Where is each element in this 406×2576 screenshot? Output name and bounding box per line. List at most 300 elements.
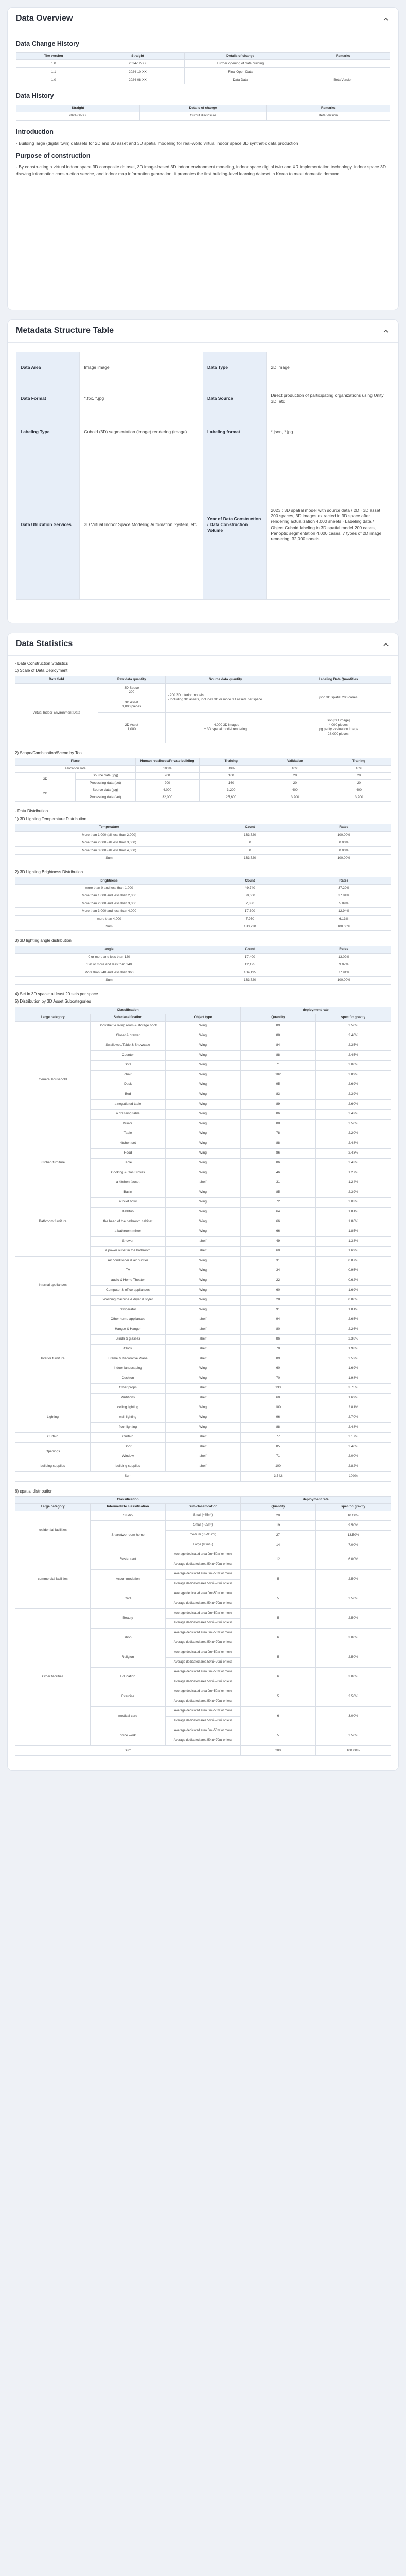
table-cell: 94 bbox=[241, 1315, 316, 1325]
table-cell: 2.81% bbox=[316, 1403, 391, 1413]
table-cell: 100% bbox=[316, 1471, 391, 1481]
table-cell: 89 bbox=[241, 1021, 316, 1031]
table-row bbox=[15, 1315, 391, 1325]
col-header: Raw data quantity bbox=[98, 676, 165, 683]
table-cell: Studio bbox=[91, 1511, 166, 1520]
table-cell: 9.07% bbox=[297, 961, 391, 969]
table-cell: 60 bbox=[241, 1285, 316, 1295]
table-cell: 6 bbox=[241, 1706, 316, 1726]
table-cell: Wing bbox=[166, 1070, 241, 1080]
purpose-heading: Purpose of construction bbox=[16, 152, 91, 160]
table-cell: 6.13% bbox=[297, 916, 391, 923]
introduction-heading: Introduction bbox=[16, 128, 54, 135]
tool-cell: Source data (jpg) bbox=[75, 787, 135, 794]
col-header: Straight bbox=[16, 105, 140, 112]
table-cell: 12 bbox=[241, 1550, 316, 1569]
col-header: angle bbox=[15, 946, 203, 953]
table-cell: 2.40% bbox=[316, 1442, 391, 1452]
table-cell: 100.00% bbox=[297, 976, 391, 984]
table-cell: 1.0 bbox=[16, 76, 91, 84]
table-cell: Hood bbox=[91, 1148, 166, 1158]
table-cell: 2.50% bbox=[316, 1687, 391, 1706]
table-row bbox=[15, 1745, 391, 1755]
table-cell: shelf bbox=[166, 1383, 241, 1393]
table-cell: 2.42% bbox=[316, 1109, 391, 1119]
tool-cell: 400 bbox=[263, 787, 327, 794]
table-cell: 1.38% bbox=[316, 1236, 391, 1246]
tool-cell: Processing data (set) bbox=[75, 794, 135, 802]
table-cell: Beta Version bbox=[267, 112, 390, 120]
table-cell: residential facilities bbox=[15, 1511, 91, 1550]
table-cell: General household bbox=[15, 1021, 91, 1139]
table-cell: 3.00% bbox=[316, 1667, 391, 1687]
col-header: Quantity bbox=[241, 1503, 316, 1511]
table-cell: Window bbox=[91, 1452, 166, 1462]
table-cell: Sum bbox=[15, 976, 203, 984]
col-header: Validation bbox=[263, 758, 327, 766]
table-cell: 5 bbox=[241, 1648, 316, 1667]
col-header: Source data quantity bbox=[165, 676, 286, 683]
tool-group: 2D bbox=[15, 787, 76, 802]
table-cell: 89 bbox=[241, 1354, 316, 1364]
col-group-header: Classification bbox=[15, 1496, 241, 1503]
table-cell: Average dedicated area 0m~50㎡ or more bbox=[166, 1667, 241, 1677]
table-cell: 100 bbox=[241, 1403, 316, 1413]
table-cell: Bathtub bbox=[91, 1207, 166, 1217]
table-cell: 64 bbox=[241, 1207, 316, 1217]
table-cell: 1.1 bbox=[16, 68, 91, 76]
table-cell: shelf bbox=[166, 1315, 241, 1325]
col-header: Rates bbox=[297, 946, 391, 953]
metadata-table bbox=[16, 352, 390, 600]
table-cell: 3,542 bbox=[241, 1471, 316, 1481]
table-cell: Curtain bbox=[15, 1432, 91, 1442]
table-cell: 1.86% bbox=[316, 1217, 391, 1227]
table-cell: Partitions bbox=[91, 1393, 166, 1403]
table-cell: 2.52% bbox=[316, 1354, 391, 1364]
table-cell: a power outlet in the bathroom bbox=[91, 1246, 166, 1256]
col-header: Count bbox=[203, 946, 297, 953]
tool-cell: 10% bbox=[263, 766, 327, 773]
table-cell: Desk bbox=[91, 1080, 166, 1090]
table-cell: 2.50% bbox=[316, 1726, 391, 1745]
table-cell: Sum bbox=[15, 854, 203, 862]
table-cell: medium (85-90 m²) bbox=[166, 1530, 241, 1540]
table-cell: Shower bbox=[91, 1236, 166, 1246]
meta-value: Image image bbox=[80, 352, 203, 383]
table-cell: more than 0 and less than 1,000 bbox=[15, 885, 203, 892]
data-history-heading: Data History bbox=[16, 92, 54, 100]
table-cell: Further opening of data building bbox=[184, 60, 296, 68]
table-cell: 0 bbox=[203, 846, 297, 854]
statistics-header[interactable] bbox=[8, 633, 398, 656]
meta-key: Labeling format bbox=[203, 414, 266, 450]
table-cell: Door bbox=[91, 1442, 166, 1452]
col-header: Count bbox=[203, 824, 297, 831]
col-header: brightness bbox=[15, 877, 203, 885]
scale-table bbox=[15, 676, 391, 743]
table-cell: Bookshelf & living room & storage book bbox=[91, 1021, 166, 1031]
table-cell: 78 bbox=[241, 1129, 316, 1139]
table-cell: 17,400 bbox=[203, 953, 297, 961]
table-cell: ceiling lighting bbox=[91, 1403, 166, 1413]
table-cell: 100.00% bbox=[297, 854, 391, 862]
table-cell: Beauty bbox=[91, 1608, 166, 1628]
table-row bbox=[15, 1608, 391, 1618]
table-cell: 6.00% bbox=[316, 1550, 391, 1569]
table-cell: 5 bbox=[241, 1589, 316, 1608]
table-cell: commercial facilities bbox=[15, 1550, 91, 1608]
table-row bbox=[15, 953, 391, 961]
table-cell: 1.0 bbox=[16, 60, 91, 68]
table-cell: Average dedicated area 0m~50㎡ or more bbox=[166, 1628, 241, 1638]
tool-cell: 200 bbox=[135, 780, 199, 787]
table-cell: 2.43% bbox=[316, 1148, 391, 1158]
table-cell: 2.39% bbox=[316, 1090, 391, 1099]
table-cell: building supplies bbox=[91, 1462, 166, 1471]
raw-2d-asset: 2D Asset 1,000 bbox=[98, 712, 165, 743]
table-cell: More than 1,000 and less than 2,000 bbox=[15, 892, 203, 900]
table-cell: Output disclosure bbox=[139, 112, 267, 120]
table-cell: 1.69% bbox=[316, 1393, 391, 1403]
table-cell: 133,720 bbox=[203, 923, 297, 931]
table-cell: 133,720 bbox=[203, 831, 297, 839]
table-cell: 88 bbox=[241, 1422, 316, 1432]
table-row bbox=[15, 1471, 391, 1481]
table-cell: 22 bbox=[241, 1276, 316, 1285]
table-cell: shelf bbox=[166, 1334, 241, 1344]
col-header: Details of change bbox=[139, 105, 267, 112]
table-cell: Blinds & glasses bbox=[91, 1334, 166, 1344]
table-cell: Data Data bbox=[184, 76, 296, 84]
table-cell: 5 bbox=[241, 1726, 316, 1745]
table-cell: 49 bbox=[241, 1236, 316, 1246]
table-cell: 3.00% bbox=[316, 1706, 391, 1726]
src-3d: - 200 3D Interior models - Including 3D assets, includes 3D or more 3D assets per space bbox=[165, 683, 286, 712]
table-cell: Mirror bbox=[91, 1119, 166, 1129]
table-cell: Counter bbox=[91, 1050, 166, 1060]
table-cell: 91 bbox=[241, 1305, 316, 1315]
table-cell: shelf bbox=[166, 1452, 241, 1462]
col-header: Place bbox=[15, 758, 136, 766]
table-cell: 5 bbox=[241, 1687, 316, 1706]
table-cell: TV bbox=[91, 1266, 166, 1276]
table-cell: 17,300 bbox=[203, 908, 297, 916]
col-header: Data field bbox=[15, 676, 98, 683]
table-cell: Average dedicated area 50㎡~70㎡ or less bbox=[166, 1560, 241, 1569]
table-cell: shelf bbox=[166, 1344, 241, 1354]
table-cell: 0.00% bbox=[297, 839, 391, 846]
table-cell: 13.50% bbox=[316, 1530, 391, 1540]
table-row bbox=[15, 1442, 391, 1452]
col-header: Straight bbox=[91, 53, 185, 60]
statistics-card bbox=[7, 633, 399, 1771]
table-cell: 2.40% bbox=[316, 1031, 391, 1041]
table-row bbox=[15, 969, 391, 976]
table-cell: Wing bbox=[166, 1227, 241, 1236]
tool-cell: 10% bbox=[327, 766, 391, 773]
table-cell: 3.75% bbox=[316, 1383, 391, 1393]
table-cell: 1.81% bbox=[316, 1305, 391, 1315]
table-cell: shelf bbox=[166, 1462, 241, 1471]
table-cell: Frame & Decorative Plane bbox=[91, 1354, 166, 1364]
table-cell: Wing bbox=[166, 1041, 241, 1050]
table-cell: 95 bbox=[241, 1080, 316, 1090]
table-cell: Wing bbox=[166, 1119, 241, 1129]
meta-value: 2023 : 3D spatial model with source data / 2D · 3D asset 200 spaces, 3D images extracted in 3D space after rendering actualization 4,000 sheets · Labeling data / Object Cuboid labeling in 3D spatial model 200 cases, Panoptic segmentation 4,000 cases, 7 types of 2D image rendering, 32,000 sheets bbox=[267, 450, 390, 600]
col-header: Large category bbox=[15, 1503, 91, 1511]
table-cell: Wing bbox=[166, 1080, 241, 1090]
table-cell: Wing bbox=[166, 1168, 241, 1178]
table-row bbox=[15, 1403, 391, 1413]
table-cell: medical care bbox=[91, 1706, 166, 1726]
table-cell: Wing bbox=[166, 1256, 241, 1266]
table-cell: 1.98% bbox=[316, 1374, 391, 1383]
table-cell: 100 bbox=[241, 1462, 316, 1471]
table-cell: Wing bbox=[166, 1197, 241, 1207]
table-cell: Clock bbox=[91, 1344, 166, 1354]
table-row bbox=[15, 900, 391, 908]
scale-field: Virtual Indoor Environment Data bbox=[15, 683, 98, 743]
table-cell: 10.00% bbox=[316, 1511, 391, 1520]
table-cell: Wing bbox=[166, 1050, 241, 1060]
metadata-card bbox=[7, 319, 399, 623]
table-cell: 84 bbox=[241, 1041, 316, 1050]
chevron-up-icon[interactable] bbox=[382, 15, 390, 23]
table-cell: shelf bbox=[166, 1432, 241, 1442]
table-cell: 66 bbox=[241, 1227, 316, 1236]
table-cell: 77 bbox=[241, 1432, 316, 1442]
table-row bbox=[15, 892, 391, 900]
table-cell: Average dedicated area 0m~50㎡ or more bbox=[166, 1589, 241, 1599]
meta-key: Data Type bbox=[203, 352, 266, 383]
table-cell: 2.50% bbox=[316, 1021, 391, 1031]
table-cell: 0.00% bbox=[297, 846, 391, 854]
meta-row bbox=[16, 352, 390, 383]
tool-cell: 160 bbox=[199, 773, 263, 780]
table-cell: 34 bbox=[241, 1266, 316, 1276]
table-cell: 66 bbox=[241, 1217, 316, 1227]
table-row bbox=[15, 976, 391, 984]
lab-3d: json 3D spatial 200 cases bbox=[286, 683, 391, 712]
table-cell: wall lighting bbox=[91, 1413, 166, 1422]
raw-3d-space: 3D Space 200 bbox=[98, 684, 165, 698]
table-cell: 2.50% bbox=[316, 1648, 391, 1667]
table-cell: Closet & drawer bbox=[91, 1031, 166, 1041]
table-cell: More than 240 and less than 360 bbox=[15, 969, 203, 976]
tool-cell: allocation rate bbox=[15, 766, 136, 773]
table-cell: 49,740 bbox=[203, 885, 297, 892]
table-cell: 20 bbox=[241, 1511, 316, 1520]
table-cell: 0 bbox=[203, 839, 297, 846]
table-cell: a kitchen faucet bbox=[91, 1178, 166, 1188]
table-cell: 70 bbox=[241, 1374, 316, 1383]
table-cell: 2.65% bbox=[316, 1315, 391, 1325]
col-header: Details of change bbox=[184, 53, 296, 60]
table-row bbox=[15, 1550, 391, 1560]
table-cell: kitchen set bbox=[91, 1139, 166, 1148]
data-history-table bbox=[16, 105, 390, 121]
table-cell: Kitchen furniture bbox=[15, 1139, 91, 1188]
table-cell: Other facilities bbox=[15, 1608, 91, 1745]
tool-cell: 3,200 bbox=[199, 787, 263, 794]
table-cell: 5 bbox=[241, 1569, 316, 1589]
table-cell: Wing bbox=[166, 1285, 241, 1295]
table-cell: More than 3,000 (all less than 4,000) bbox=[15, 846, 203, 854]
meta-key: Labeling Type bbox=[16, 414, 80, 450]
metadata-header[interactable] bbox=[8, 320, 398, 343]
table-cell: Basin bbox=[91, 1188, 166, 1197]
table-cell: indoor landscaping bbox=[91, 1364, 166, 1374]
table-cell: 88 bbox=[241, 1139, 316, 1148]
table-cell: shelf bbox=[166, 1236, 241, 1246]
table-cell: Bed bbox=[91, 1090, 166, 1099]
table-cell: Sum bbox=[15, 1471, 241, 1481]
table-cell: 80 bbox=[241, 1325, 316, 1334]
table-cell: 86 bbox=[241, 1109, 316, 1119]
table-cell: Wing bbox=[166, 1295, 241, 1305]
table-cell: Wing bbox=[166, 1207, 241, 1217]
meta-key: Data Format bbox=[16, 383, 80, 414]
meta-value: *.fbx, *.jpg bbox=[80, 383, 203, 414]
table-cell: 50,600 bbox=[203, 892, 297, 900]
table-cell: 27 bbox=[241, 1530, 316, 1540]
chevron-up-icon[interactable] bbox=[382, 327, 390, 335]
table-cell: 6 bbox=[241, 1628, 316, 1648]
table-cell: 86 bbox=[241, 1158, 316, 1168]
lab-2d: json [3D image] 4,000 pieces jpg parity evaluation image 28,000 pieces bbox=[286, 712, 391, 743]
table-cell: Average dedicated area 0m~50㎡ or more bbox=[166, 1569, 241, 1579]
table-row bbox=[15, 923, 391, 931]
col-group-header: deployment rate bbox=[241, 1007, 391, 1014]
table-row bbox=[15, 961, 391, 969]
meta-value: Direct production of participating organizations using Unity 3D, etc bbox=[267, 383, 390, 414]
table-cell: Large (90m²~) bbox=[166, 1540, 241, 1550]
set-subtitle: 4) Set in 3D space: at least 20 sets per space bbox=[15, 991, 98, 996]
meta-value: 2D image bbox=[267, 352, 390, 383]
data-overview-title: Data Overview bbox=[16, 14, 73, 23]
data-overview-header[interactable] bbox=[8, 8, 398, 30]
table-cell: shelf bbox=[166, 1393, 241, 1403]
tool-cell: Source data (jpg) bbox=[75, 773, 135, 780]
col-header: The version bbox=[16, 53, 91, 60]
table-cell: Average dedicated area 0m~50㎡ or more bbox=[166, 1608, 241, 1618]
table-cell: Table bbox=[91, 1158, 166, 1168]
meta-key: Data Source bbox=[203, 383, 266, 414]
tool-cell: 200 bbox=[135, 773, 199, 780]
statistics-title: Data Statistics bbox=[16, 639, 73, 649]
table-cell: 2.39% bbox=[316, 1188, 391, 1197]
table-cell: building supplies bbox=[15, 1462, 91, 1471]
table-cell: 60 bbox=[241, 1246, 316, 1256]
table-cell: 72 bbox=[241, 1197, 316, 1207]
table-cell: 77.91% bbox=[297, 969, 391, 976]
meta-key: Data Area bbox=[16, 352, 80, 383]
table-cell: audio & Home Theater bbox=[91, 1276, 166, 1285]
table-cell: Other home appliances bbox=[91, 1315, 166, 1325]
table-cell: 0.95% bbox=[316, 1266, 391, 1276]
meta-row bbox=[16, 383, 390, 414]
table-cell: 2.00% bbox=[316, 1060, 391, 1070]
table-cell: 2024-08-XX bbox=[91, 76, 185, 84]
table-cell: Wing bbox=[166, 1139, 241, 1148]
table-cell: 2.50% bbox=[316, 1589, 391, 1608]
table-cell: Average dedicated area 50㎡~70㎡ or less bbox=[166, 1657, 241, 1667]
tool-cell: 3,200 bbox=[263, 794, 327, 802]
table-cell bbox=[296, 68, 390, 76]
table-cell: 1.27% bbox=[316, 1168, 391, 1178]
col-header: Rates bbox=[297, 877, 391, 885]
table-row bbox=[15, 1188, 391, 1197]
table-cell: Swallowed/Table & Showcase bbox=[91, 1041, 166, 1050]
tool-table bbox=[15, 758, 391, 802]
table-cell: 2.70% bbox=[316, 1413, 391, 1422]
tool-cell: 160 bbox=[199, 780, 263, 787]
table-cell: 0 or more and less than 120 bbox=[15, 953, 203, 961]
table-cell: the head of the bathroom cabinet bbox=[91, 1217, 166, 1227]
table-cell: Curtain bbox=[91, 1432, 166, 1442]
table-cell: Average dedicated area 50㎡~70㎡ or less bbox=[166, 1697, 241, 1706]
table-cell: 88 bbox=[241, 1050, 316, 1060]
table-cell: 2.50% bbox=[316, 1608, 391, 1628]
col-header: specific gravity bbox=[316, 1014, 391, 1021]
table-cell: More than 2,000 and less than 3,000 bbox=[15, 900, 203, 908]
tool-cell: 32,000 bbox=[135, 794, 199, 802]
table-cell: chair bbox=[91, 1070, 166, 1080]
table-cell: Air conditioner & air purifier bbox=[91, 1256, 166, 1266]
col-header: Count bbox=[203, 877, 297, 885]
tool-cell: 20 bbox=[263, 773, 327, 780]
table-cell: 31 bbox=[241, 1256, 316, 1266]
table-cell: Wing bbox=[166, 1021, 241, 1031]
table-cell: 120 or more and less than 240 bbox=[15, 961, 203, 969]
table-cell: 2024-08-XX bbox=[16, 112, 140, 120]
table-cell: 1.69% bbox=[316, 1364, 391, 1374]
angle-table bbox=[15, 946, 391, 985]
table-cell: 3.00% bbox=[316, 1628, 391, 1648]
table-row bbox=[15, 846, 391, 854]
table-cell: 88 bbox=[241, 1031, 316, 1041]
table-cell: 85 bbox=[241, 1442, 316, 1452]
asset-subtitle: 5) Distribution by 3D Asset Subcategories bbox=[15, 999, 91, 1004]
table-cell: Cooking & Gas Stoves bbox=[91, 1168, 166, 1178]
table-cell: 13.02% bbox=[297, 953, 391, 961]
table-cell: 2.45% bbox=[316, 1050, 391, 1060]
col-header: Sub-classification bbox=[166, 1503, 241, 1511]
col-header: Object type bbox=[166, 1014, 241, 1021]
table-cell: refrigerator bbox=[91, 1305, 166, 1315]
brightness-table bbox=[15, 877, 391, 931]
col-header: Sub-classification bbox=[91, 1014, 166, 1021]
table-cell: 2024-10-XX bbox=[91, 68, 185, 76]
table-cell: shelf bbox=[166, 1246, 241, 1256]
tool-group: 3D bbox=[15, 773, 76, 787]
table-row bbox=[15, 839, 391, 846]
col-header: Temperature bbox=[15, 824, 203, 831]
table-cell: Wing bbox=[166, 1158, 241, 1168]
metadata-title: Metadata Structure Table bbox=[16, 326, 114, 335]
table-row bbox=[16, 112, 390, 120]
temperature-table bbox=[15, 824, 391, 862]
chevron-up-icon[interactable] bbox=[382, 640, 390, 649]
table-cell: Washing machine & dryer & styler bbox=[91, 1295, 166, 1305]
table-cell: 85 bbox=[241, 1188, 316, 1197]
col-header: specific gravity bbox=[316, 1503, 391, 1511]
table-cell: Average dedicated area 50㎡~70㎡ or less bbox=[166, 1579, 241, 1589]
table-cell: 31 bbox=[241, 1178, 316, 1188]
table-cell: a negotiated table bbox=[91, 1099, 166, 1109]
table-cell: Bathroom furniture bbox=[15, 1188, 91, 1256]
